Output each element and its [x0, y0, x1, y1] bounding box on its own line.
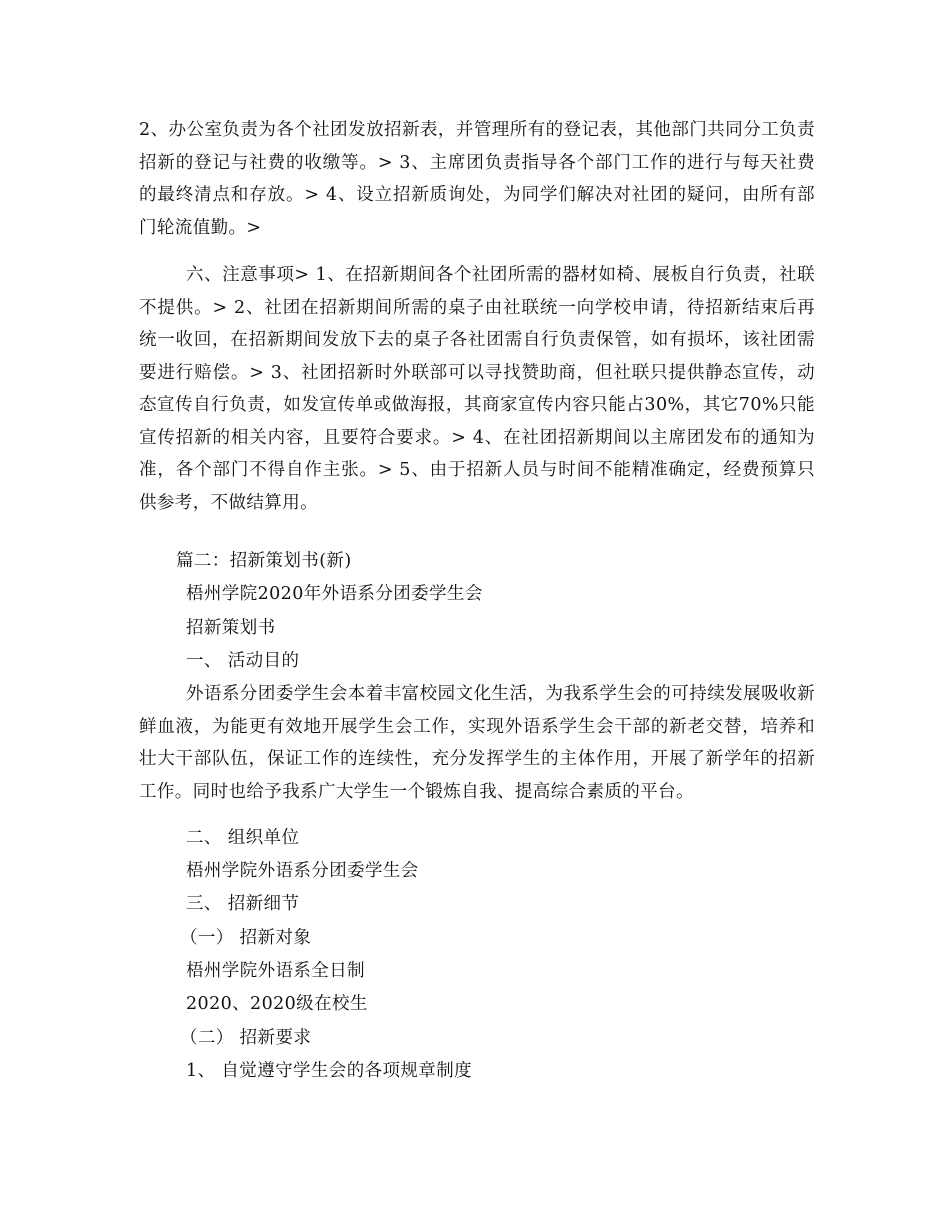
- organization-title: 梧州学院2020年外语系分团委学生会: [186, 584, 483, 604]
- paragraph-purpose: 外语系分团委学生会本着丰富校园文化生活，为我系学生会的可持续发展吸收新鲜血液，为能更有效地开展学生会工作，实现外语系学生会干部的新老交替，培养和壮大干部队伍，保证工作的连续性，充分发挥学生的主体作用，开展了新学年的招新工作。同时也给予我系广大学生一个锻炼自我、提高综合素质的平台。: [139, 684, 815, 802]
- subheading-requirements: （二） 招新要求: [180, 1028, 312, 1048]
- target-line-1: 梧州学院外语系全日制: [186, 961, 365, 981]
- paragraph-office-duties: 2、办公室负责为各个社团发放招新表，并管理所有的登记表，其他部门共同分工负责招新的登记与社费的收缴等。> 3、主席团负责指导各个部门工作的进行与每天社费的最终清点和存放。> 4、设立招新质询处，为同学们解决对社团的疑问，由所有部门轮流值勤。>: [139, 120, 815, 238]
- requirement-1: 1、 自觉遵守学生会的各项规章制度: [186, 1061, 472, 1081]
- organizer-name: 梧州学院外语系分团委学生会: [186, 861, 419, 881]
- document-title: 招新策划书: [186, 618, 276, 638]
- target-line-2: 2020、2020级在校生: [186, 994, 368, 1014]
- heading-purpose: 一、 活动目的: [186, 651, 300, 671]
- heading-details: 三、 招新细节: [186, 894, 300, 914]
- heading-organizer: 二、 组织单位: [186, 828, 300, 848]
- subheading-target: （一） 招新对象: [180, 928, 312, 948]
- section-heading-part2: 篇二：招新策划书(新): [176, 551, 352, 571]
- paragraph-notes: 六、注意事项> 1、在招新期间各个社团所需的器材如椅、展板自行负责，社联不提供。> 2、社团在招新期间所需的桌子由社联统一向学校申请，待招新结束后再统一收回，在招新期间发放下去的桌子各社团需自行负责保管，如有损坏，该社团需要进行赔偿。> 3、社团招新时外联部可以寻找赞助商，但社联只提供静态宣传，动态宣传自行负责，如发宣传单或做海报，其商家宣传内容只能占30%，其它70%只能宣传招新的相关内容，且要符合要求。> 4、在社团招新期间以主席团发布的通知为准，各个部门不得自作主张。> 5、由于招新人员与时间不能精准确定，经费预算只供参考，不做结算用。: [139, 265, 815, 513]
